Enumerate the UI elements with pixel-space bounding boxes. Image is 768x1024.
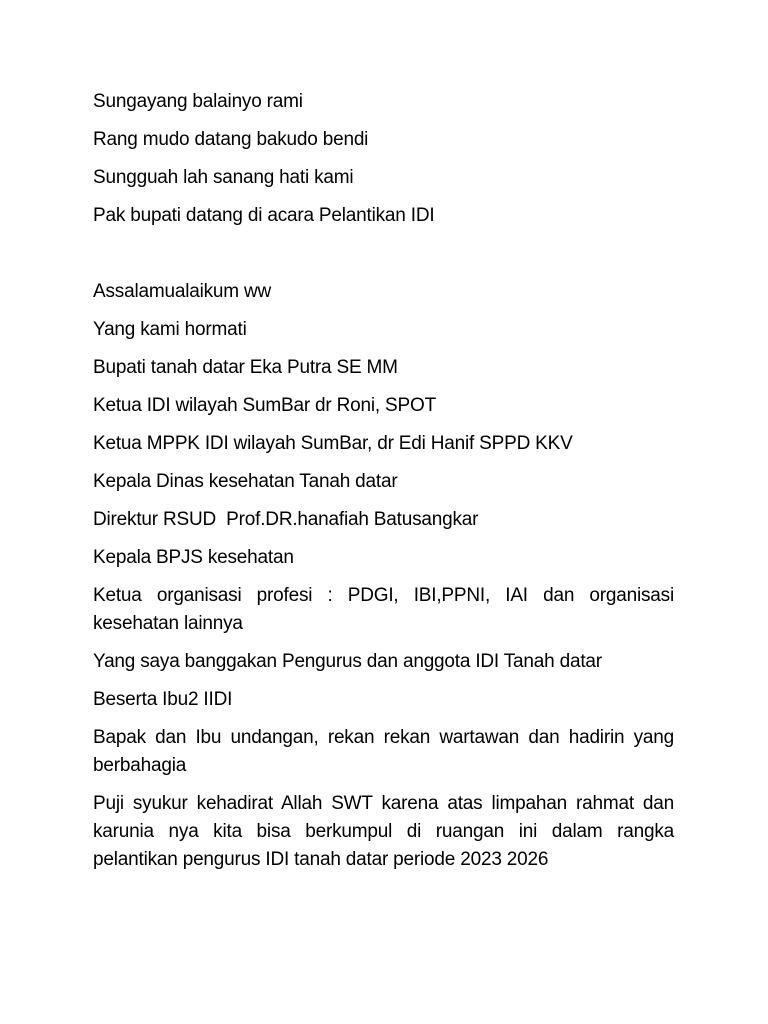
salutation-organisasi-profesi: Ketua organisasi profesi : PDGI, IBI,PPNI, IAI dan organisasi kesehatan lainnya [93,585,674,634]
document-page [93,88,674,884]
pantun-line-2: Rang mudo datang bakudo bendi [93,129,369,150]
blank-line [93,240,674,278]
salutation-kepala-bpjs: Kepala BPJS kesehatan [93,547,294,568]
pantun-line-1: Sungayang balainyo rami [93,91,303,112]
salutation-kepala-dinas: Kepala Dinas kesehatan Tanah datar [93,471,398,492]
salutation-pengurus-idi: Yang saya banggakan Pengurus dan anggota IDI Tanah datar [93,651,602,672]
pantun-line-3: Sungguah lah sanang hati kami [93,167,354,188]
salutation-ketua-mppk: Ketua MPPK IDI wilayah SumBar, dr Edi Hanif SPPD KKV [93,433,573,454]
pantun-line-4: Pak bupati datang di acara Pelantikan IDI [93,205,435,226]
salutation-intro: Yang kami hormati [93,319,247,340]
salutation-direktur-rsud: Direktur RSUD Prof.DR.hanafiah Batusangkar [93,509,479,530]
salutation-ibu-iidi: Beserta Ibu2 IIDI [93,689,233,710]
salutation-undangan: Bapak dan Ibu undangan, rekan rekan wartawan dan hadirin yang berbahagia [93,727,674,776]
opening-paragraph: Puji syukur kehadirat Allah SWT karena atas limpahan rahmat dan karunia nya kita bisa berkumpul di ruangan ini dalam rangka pelantikan pengurus IDI tanah datar periode 2023 2026 [93,793,674,870]
salutation-ketua-idi: Ketua IDI wilayah SumBar dr Roni, SPOT [93,395,436,416]
salutation-bupati: Bupati tanah datar Eka Putra SE MM [93,357,398,378]
greeting: Assalamualaikum ww [93,281,272,302]
